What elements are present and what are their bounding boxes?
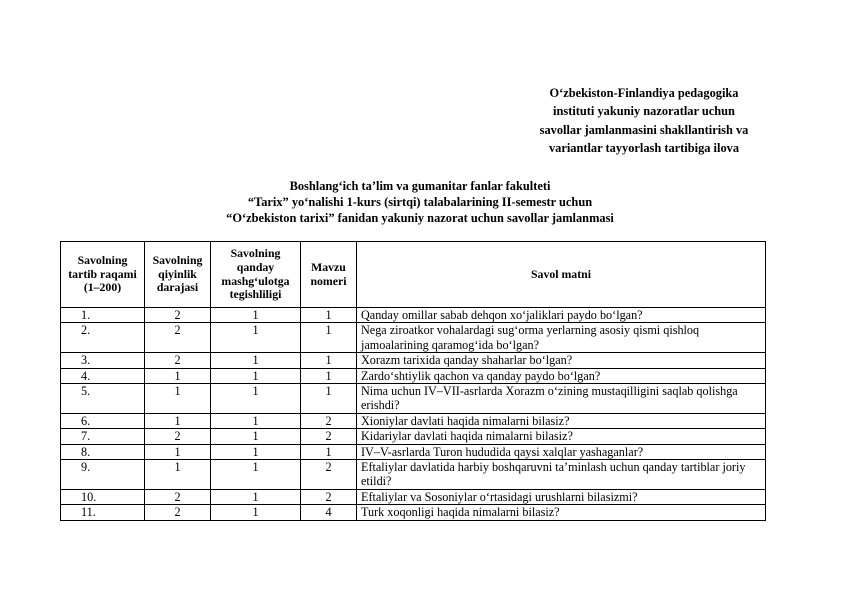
header-topic-number: Mavzu nomeri bbox=[301, 242, 357, 308]
row-session-type: 1 bbox=[211, 308, 301, 323]
faculty-line: Boshlang‘ich ta’lim va gumanitar fanlar fakulteti bbox=[289, 179, 551, 193]
row-difficulty: 1 bbox=[145, 384, 211, 414]
row-topic-number: 2 bbox=[301, 460, 357, 490]
row-difficulty: 2 bbox=[145, 323, 211, 353]
row-session-type: 1 bbox=[211, 384, 301, 414]
row-topic-number: 1 bbox=[301, 384, 357, 414]
table-row bbox=[61, 353, 766, 368]
appendix-header-line: variantlar tayyorlash tartibiga ilova bbox=[548, 141, 740, 156]
appendix-header-line: savollar jamlanmasini shakllantirish va bbox=[539, 122, 749, 137]
row-question: Eftaliylar davlatida harbiy boshqaruvni ta’minlash uchun qanday tartiblar joriy etildi? bbox=[357, 460, 766, 490]
table-row bbox=[61, 323, 766, 353]
row-topic-number: 1 bbox=[301, 353, 357, 368]
table-row bbox=[61, 384, 766, 414]
header-question-text: Savol matni bbox=[357, 242, 766, 308]
row-number: 8. bbox=[61, 444, 145, 459]
row-session-type: 1 bbox=[211, 323, 301, 353]
row-number: 1. bbox=[61, 308, 145, 323]
row-number: 2. bbox=[61, 323, 145, 353]
row-difficulty: 2 bbox=[145, 353, 211, 368]
row-session-type: 1 bbox=[211, 460, 301, 490]
table-row bbox=[61, 308, 766, 323]
table-row bbox=[61, 460, 766, 490]
row-question: Eftaliylar va Sosoniylar o‘rtasidagi urushlarni bilasizmi? bbox=[357, 489, 766, 504]
row-difficulty: 1 bbox=[145, 460, 211, 490]
course-line: “Tarix” yo‘nalishi 1-kurs (sirtqi) talabalarining II-semestr uchun bbox=[247, 195, 593, 209]
row-number: 4. bbox=[61, 368, 145, 383]
row-difficulty: 2 bbox=[145, 489, 211, 504]
row-question: Nima uchun IV–VII-asrlarda Xorazm o‘zining mustaqilligini saqlab qolishga erishdi? bbox=[357, 384, 766, 414]
header-difficulty: Savolning qiyinlik darajasi bbox=[145, 242, 211, 308]
row-question: Zardo‘shtiylik qachon va qanday paydo bo‘lgan? bbox=[357, 368, 766, 383]
table-header-row bbox=[61, 242, 766, 308]
row-number: 11. bbox=[61, 505, 145, 520]
row-difficulty: 1 bbox=[145, 368, 211, 383]
table-body bbox=[61, 308, 766, 521]
row-topic-number: 2 bbox=[301, 489, 357, 504]
header-order-number: Savolning tartib raqami (1–200) bbox=[61, 242, 145, 308]
row-number: 9. bbox=[61, 460, 145, 490]
row-difficulty: 2 bbox=[145, 308, 211, 323]
row-topic-number: 4 bbox=[301, 505, 357, 520]
row-question: Kidariylar davlati haqida nimalarni bilasiz? bbox=[357, 429, 766, 444]
row-question: Xorazm tarixida qanday shaharlar bo‘lgan? bbox=[357, 353, 766, 368]
questions-table bbox=[60, 241, 766, 521]
row-question: Xioniylar davlati haqida nimalarni bilasiz? bbox=[357, 413, 766, 428]
row-question: IV–V-asrlarda Turon hududida qaysi xalqlar yashaganlar? bbox=[357, 444, 766, 459]
row-topic-number: 1 bbox=[301, 323, 357, 353]
row-topic-number: 1 bbox=[301, 368, 357, 383]
appendix-header bbox=[520, 84, 768, 158]
row-difficulty: 2 bbox=[145, 505, 211, 520]
row-topic-number: 1 bbox=[301, 444, 357, 459]
row-question: Nega ziroatkor vohalardagi sug‘orma yerlarning asosiy qismi qishloq jamoalarining qaramog‘ida bo‘lgan? bbox=[357, 323, 766, 353]
row-session-type: 1 bbox=[211, 489, 301, 504]
row-difficulty: 1 bbox=[145, 444, 211, 459]
table-row bbox=[61, 368, 766, 383]
row-session-type: 1 bbox=[211, 505, 301, 520]
row-number: 5. bbox=[61, 384, 145, 414]
row-difficulty: 1 bbox=[145, 413, 211, 428]
row-number: 7. bbox=[61, 429, 145, 444]
row-difficulty: 2 bbox=[145, 429, 211, 444]
appendix-header-line: O‘zbekiston-Finlandiya pedagogika bbox=[549, 86, 739, 100]
document-title bbox=[150, 178, 690, 226]
header-session-type: Savolning qanday mashg‘ulotga tegishliligi bbox=[211, 242, 301, 308]
row-session-type: 1 bbox=[211, 429, 301, 444]
row-session-type: 1 bbox=[211, 353, 301, 368]
row-session-type: 1 bbox=[211, 368, 301, 383]
table-row bbox=[61, 489, 766, 504]
table-row bbox=[61, 444, 766, 459]
row-question: Qanday omillar sabab dehqon xo‘jaliklari paydo bo‘lgan? bbox=[357, 308, 766, 323]
row-session-type: 1 bbox=[211, 413, 301, 428]
row-topic-number: 2 bbox=[301, 429, 357, 444]
row-topic-number: 1 bbox=[301, 308, 357, 323]
row-number: 10. bbox=[61, 489, 145, 504]
row-question: Turk xoqonligi haqida nimalarni bilasiz? bbox=[357, 505, 766, 520]
row-number: 6. bbox=[61, 413, 145, 428]
table-row bbox=[61, 505, 766, 520]
appendix-header-line: instituti yakuniy nazoratlar uchun bbox=[553, 104, 735, 119]
row-topic-number: 2 bbox=[301, 413, 357, 428]
subject-line: “O‘zbekiston tarixi” fanidan yakuniy nazorat uchun savollar jamlanmasi bbox=[226, 211, 614, 225]
table-row bbox=[61, 429, 766, 444]
table-row bbox=[61, 413, 766, 428]
row-session-type: 1 bbox=[211, 444, 301, 459]
row-number: 3. bbox=[61, 353, 145, 368]
